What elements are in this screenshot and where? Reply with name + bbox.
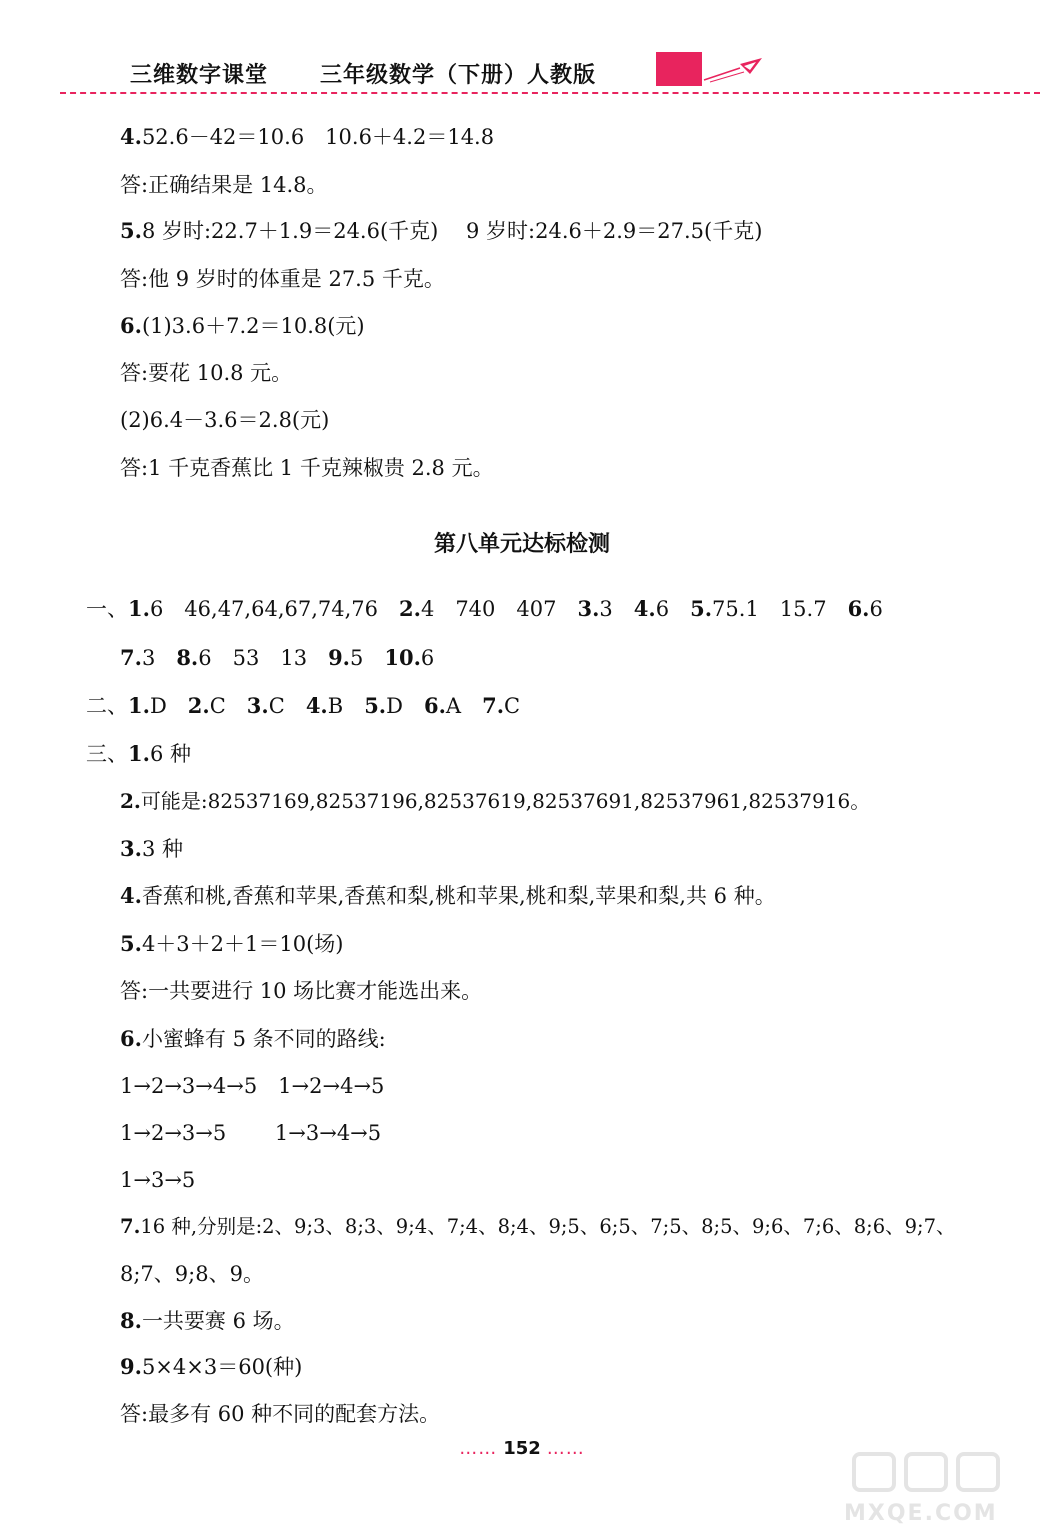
answer-line: 5.8 岁时:22.7＋1.9＝24.6(千克) 9 岁时:24.6＋2.9＝27.5(千克) bbox=[120, 218, 763, 243]
part-label: 三、 bbox=[86, 742, 128, 766]
part3-line: 6.小蜜蜂有 5 条不同的路线: bbox=[120, 1026, 386, 1051]
watermark: MXQE.COM bbox=[844, 1446, 1024, 1526]
section-title: 第八单元达标检测 bbox=[433, 532, 610, 557]
part3-line: 4.香蕉和桃,香蕉和苹果,香蕉和梨,桃和苹果,桃和梨,苹果和梨,共 6 种。 bbox=[120, 883, 776, 908]
rocket-icon bbox=[700, 52, 770, 86]
route-line: 1→3→5 bbox=[120, 1168, 196, 1192]
answer-line: 答:他 9 岁时的体重是 27.5 千克。 bbox=[120, 267, 445, 291]
page-header bbox=[0, 0, 1044, 100]
part-label: 一、 bbox=[86, 597, 128, 621]
part3-line: 8;7、9;8、9。 bbox=[120, 1262, 264, 1286]
part3-line: 2.可能是:82537169,82537196,82537619,82537691,82537961,82537916。 bbox=[120, 789, 871, 813]
answer-line: 答:要花 10.8 元。 bbox=[120, 361, 293, 385]
route-line: 1→2→3→5 1→3→4→5 bbox=[120, 1121, 382, 1145]
answer-line: 6.(1)3.6＋7.2＝10.8(元) bbox=[120, 313, 365, 338]
page-number: …… 152 …… bbox=[459, 1438, 585, 1459]
part1-row2: 7.3 8.6 53 13 9.5 10.6 bbox=[120, 645, 435, 670]
part3-line: 8.一共要赛 6 场。 bbox=[120, 1308, 295, 1333]
part3-line: 5.4＋3＋2＋1＝10(场) bbox=[120, 931, 344, 956]
part3-line: 答:最多有 60 种不同的配套方法。 bbox=[120, 1402, 441, 1426]
part3-line: 9.5×4×3＝60(种) bbox=[120, 1354, 303, 1379]
part-label: 二、 bbox=[86, 694, 128, 718]
answer-line: 答:1 千克香蕉比 1 千克辣椒贵 2.8 元。 bbox=[120, 456, 494, 480]
route-line: 1→2→3→4→5 1→2→4→5 bbox=[120, 1074, 385, 1098]
watermark-logo-icon bbox=[844, 1446, 1024, 1496]
header-color-block bbox=[656, 52, 702, 86]
part3-line: 答:一共要进行 10 场比赛才能选出来。 bbox=[120, 979, 483, 1003]
part3-line: 3.3 种 bbox=[120, 836, 183, 861]
answer-line: (2)6.4－3.6＝2.8(元) bbox=[120, 408, 330, 432]
part3-line: 三、1.6 种 bbox=[86, 741, 191, 766]
answer-line: 4.52.6－42＝10.6 10.6＋4.2＝14.8 bbox=[120, 124, 495, 149]
part1-row1: 一、1.6 46,47,64,67,74,76 2.4 740 407 3.3 4.6 5.75.1 15.7 6.6 bbox=[86, 596, 883, 621]
series-name: 三维数字课堂 bbox=[130, 63, 269, 88]
header-dashed-rule bbox=[60, 92, 1040, 94]
part2-row: 二、1.D 2.C 3.C 4.B 5.D 6.A 7.C bbox=[86, 693, 521, 718]
book-title: 三年级数学（下册）人教版 bbox=[320, 63, 597, 88]
answer-line: 答:正确结果是 14.8。 bbox=[120, 173, 328, 197]
part3-line: 7.16 种,分别是:2、9;3、8;3、9;4、7;4、8;4、9;5、6;5、7;5、8;5、9;6、7;6、8;6、9;7、 bbox=[120, 1215, 956, 1238]
